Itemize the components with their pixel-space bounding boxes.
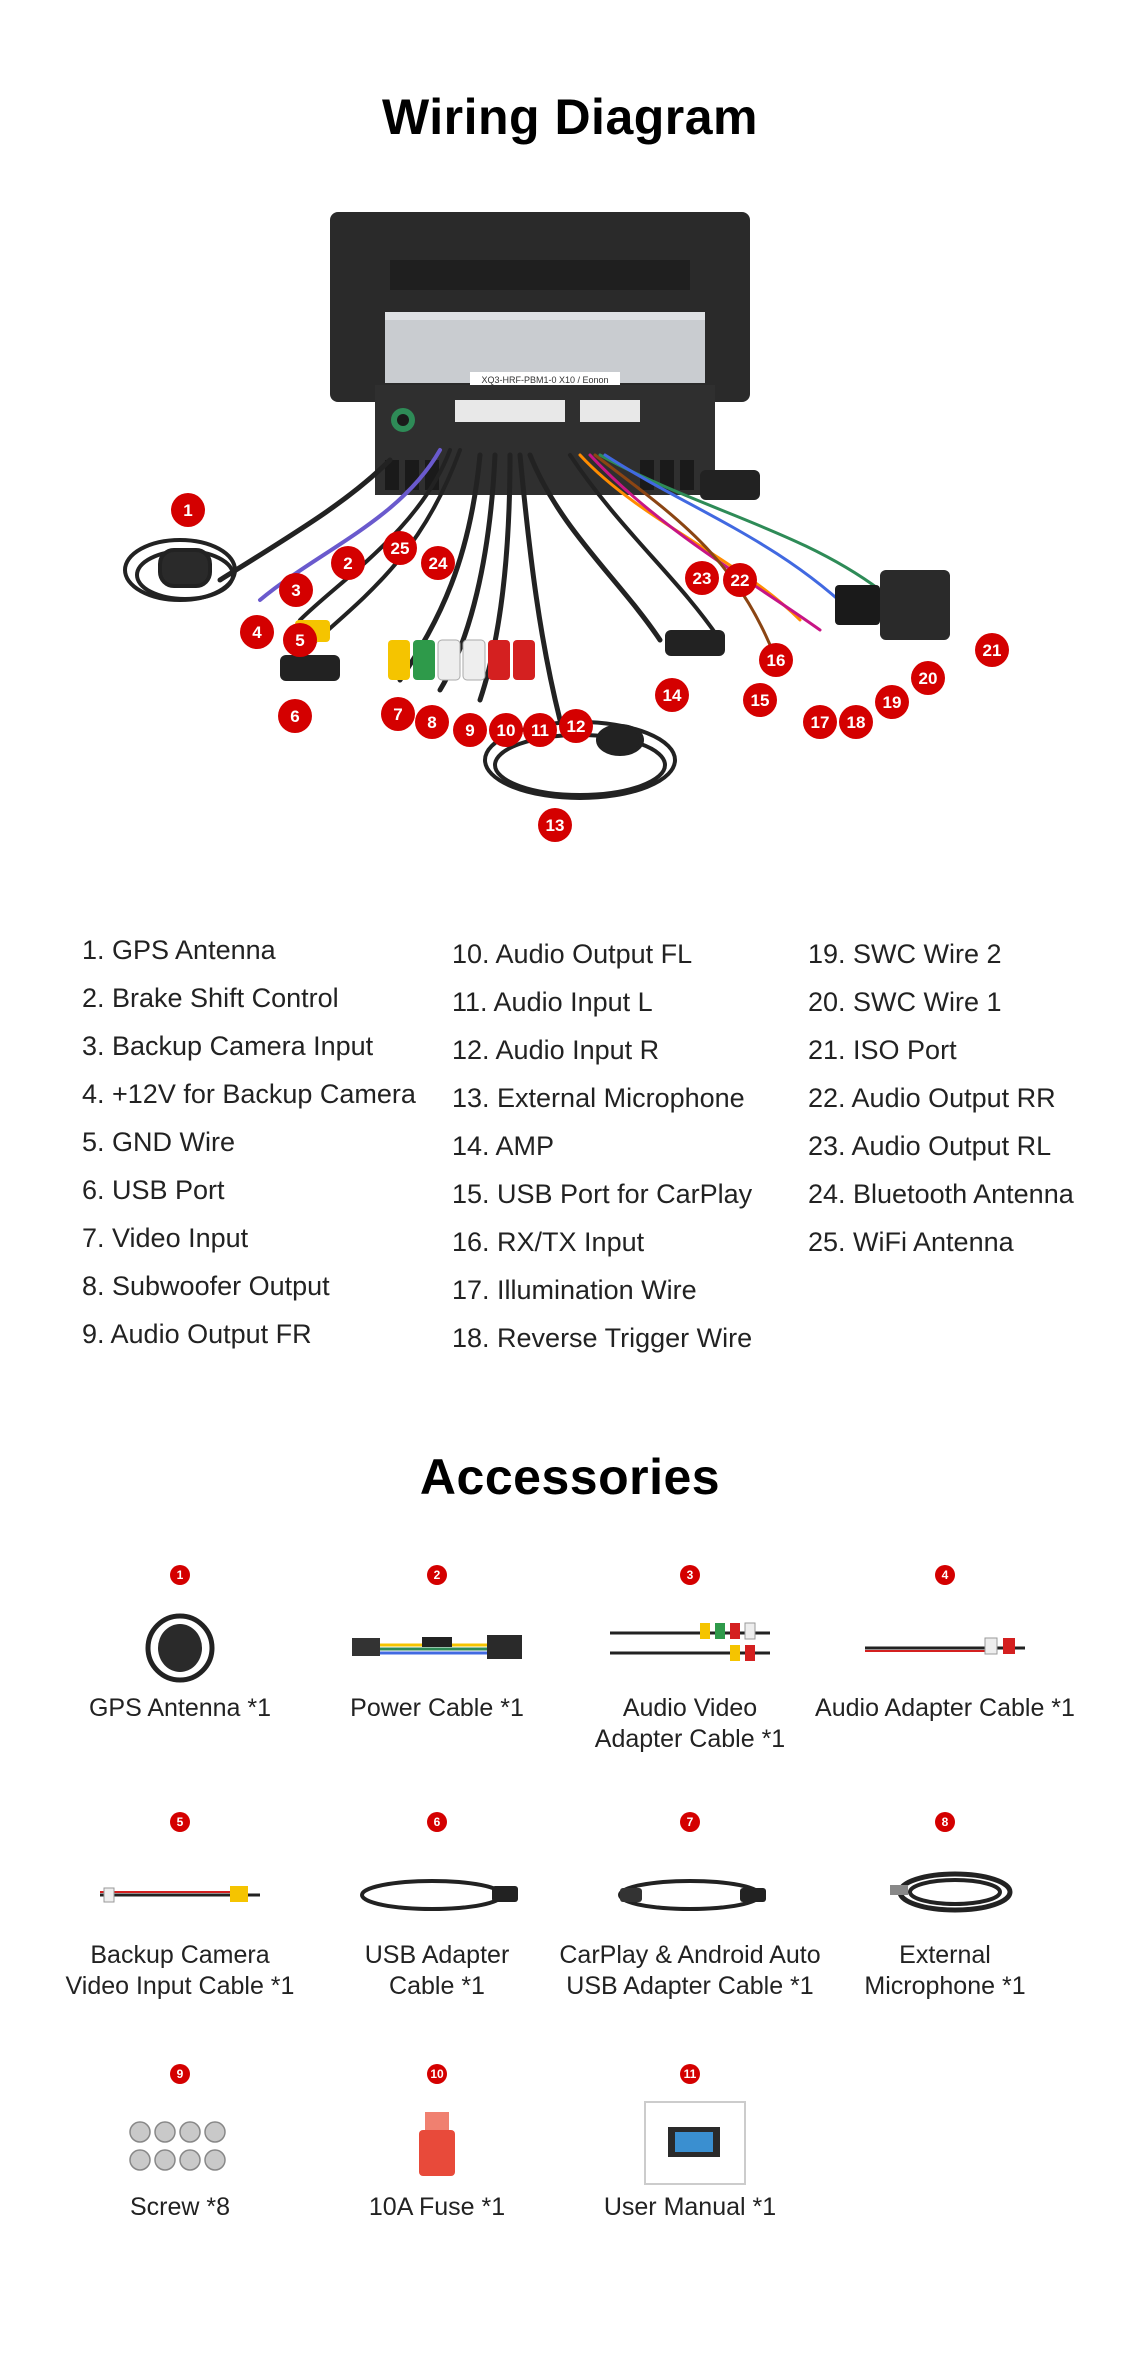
legend-item: 3. Backup Camera Input xyxy=(82,1031,374,1061)
accessory-label: Backup Camera Video Input Cable *1 xyxy=(65,1941,295,2000)
legend-column-2 xyxy=(452,930,752,1362)
accessory-item xyxy=(810,1812,1080,2002)
accessory-number: 9 xyxy=(170,2064,190,2084)
marker-9: 9 xyxy=(465,721,475,740)
camera-cable-icon xyxy=(80,1840,280,1940)
accessory-label: Audio Video Adapter Cable *1 xyxy=(594,1694,786,1753)
legend-column-1 xyxy=(82,926,416,1358)
power-cable-icon xyxy=(337,1593,537,1693)
screws-icon xyxy=(80,2092,280,2192)
av-cable-icon xyxy=(590,1593,790,1693)
gps-antenna-coil xyxy=(125,540,235,600)
legend-item: 22. Audio Output RR xyxy=(808,1083,1056,1113)
accessory-number: 10 xyxy=(427,2064,447,2084)
accessory-item xyxy=(555,1565,825,1755)
accessory-item xyxy=(45,1565,315,1724)
usb-cable-icon xyxy=(337,1840,537,1940)
marker-8: 8 xyxy=(427,713,437,732)
legend-item: 12. Audio Input R xyxy=(452,1035,660,1065)
legend-item: 20. SWC Wire 1 xyxy=(808,987,1002,1017)
accessory-number: 2 xyxy=(427,1565,447,1585)
marker-10: 10 xyxy=(496,721,516,740)
marker-11: 11 xyxy=(531,721,549,740)
accessory-label: GPS Antenna *1 xyxy=(88,1694,272,1722)
legend-item: 6. USB Port xyxy=(82,1175,225,1205)
legend-item: 25. WiFi Antenna xyxy=(808,1227,1014,1257)
legend-item: 16. RX/TX Input xyxy=(452,1227,645,1257)
legend-column-3 xyxy=(808,930,1074,1266)
marker-19: 19 xyxy=(882,693,902,712)
marker-20: 20 xyxy=(918,669,938,688)
legend-item: 7. Video Input xyxy=(82,1223,249,1253)
accessory-number: 4 xyxy=(935,1565,955,1585)
legend-item: 4. +12V for Backup Camera xyxy=(82,1079,416,1109)
marker-14: 14 xyxy=(662,686,682,705)
marker-23: 23 xyxy=(692,569,712,588)
marker-6: 6 xyxy=(290,707,300,726)
head-unit xyxy=(330,212,750,495)
manual-icon xyxy=(590,2092,790,2192)
accessory-label: External Microphone *1 xyxy=(864,1941,1026,2000)
legend-item: 2. Brake Shift Control xyxy=(82,983,339,1013)
wiring-diagram-illustration xyxy=(100,200,1050,880)
accessory-number: 8 xyxy=(935,1812,955,1832)
legend-item: 10. Audio Output FL xyxy=(452,939,693,969)
marker-3: 3 xyxy=(291,581,301,600)
legend-item: 11. Audio Input L xyxy=(452,987,653,1017)
marker-17: 17 xyxy=(810,713,830,732)
marker-2: 2 xyxy=(343,554,353,573)
legend-item: 24. Bluetooth Antenna xyxy=(808,1179,1074,1209)
carplay-usb-icon xyxy=(590,1840,790,1940)
accessories-title: Accessories xyxy=(419,1449,721,1505)
marker-21: 21 xyxy=(982,641,1002,660)
marker-5: 5 xyxy=(295,631,305,650)
accessory-item xyxy=(45,1812,315,2002)
gps-antenna-icon xyxy=(80,1593,280,1693)
accessory-label: Screw *8 xyxy=(129,2193,231,2221)
fuse-icon xyxy=(337,2092,537,2192)
accessory-number: 3 xyxy=(680,1565,700,1585)
accessory-item xyxy=(810,1565,1080,1724)
accessory-label: Power Cable *1 xyxy=(350,1694,524,1722)
accessory-number: 7 xyxy=(680,1812,700,1832)
marker-15: 15 xyxy=(750,691,770,710)
accessory-number: 6 xyxy=(427,1812,447,1832)
accessory-item xyxy=(555,1812,825,2002)
accessory-item xyxy=(302,1565,572,1724)
accessory-item xyxy=(302,2064,572,2223)
accessory-number: 11 xyxy=(680,2064,700,2084)
accessory-number: 5 xyxy=(170,1812,190,1832)
marker-13: 13 xyxy=(545,816,565,835)
marker-22: 22 xyxy=(730,571,750,590)
marker-1: 1 xyxy=(183,501,193,520)
accessory-label: CarPlay & Android Auto USB Adapter Cable *1 xyxy=(559,1941,821,2000)
marker-16: 16 xyxy=(766,651,786,670)
wiring-diagram-title: Wiring Diagram xyxy=(381,89,759,145)
marker-4: 4 xyxy=(252,623,262,642)
legend-item: 14. AMP xyxy=(452,1131,555,1161)
legend-item: 23. Audio Output RL xyxy=(808,1131,1052,1161)
marker-18: 18 xyxy=(846,713,866,732)
audio-cable-icon xyxy=(845,1593,1045,1693)
legend-item: 15. USB Port for CarPlay xyxy=(452,1179,753,1209)
marker-25: 25 xyxy=(390,539,410,558)
legend-item: 13. External Microphone xyxy=(452,1083,745,1113)
accessory-item xyxy=(555,2064,825,2223)
legend-item: 19. SWC Wire 2 xyxy=(808,939,1002,969)
legend-item: 17. Illumination Wire xyxy=(452,1275,697,1305)
accessory-label: Audio Adapter Cable *1 xyxy=(815,1694,1075,1722)
accessory-item xyxy=(302,1812,572,2002)
accessory-number: 1 xyxy=(170,1565,190,1585)
microphone-icon xyxy=(845,1840,1045,1940)
legend-item: 1. GPS Antenna xyxy=(82,935,276,965)
device-label: XQ3-HRF-PBM1-0 X10 / Eonon xyxy=(481,375,609,385)
legend-item: 5. GND Wire xyxy=(82,1127,236,1157)
marker-12: 12 xyxy=(566,717,586,736)
legend-item: 18. Reverse Trigger Wire xyxy=(452,1323,753,1353)
legend-item: 8. Subwoofer Output xyxy=(82,1271,330,1301)
marker-24: 24 xyxy=(428,554,448,573)
accessory-label: 10A Fuse *1 xyxy=(368,2193,506,2221)
legend-item: 9. Audio Output FR xyxy=(82,1319,312,1349)
legend-item: 21. ISO Port xyxy=(808,1035,957,1065)
accessory-label: User Manual *1 xyxy=(603,2193,777,2221)
accessory-label: USB Adapter Cable *1 xyxy=(364,1941,510,2000)
accessory-item xyxy=(45,2064,315,2223)
marker-7: 7 xyxy=(393,705,403,724)
